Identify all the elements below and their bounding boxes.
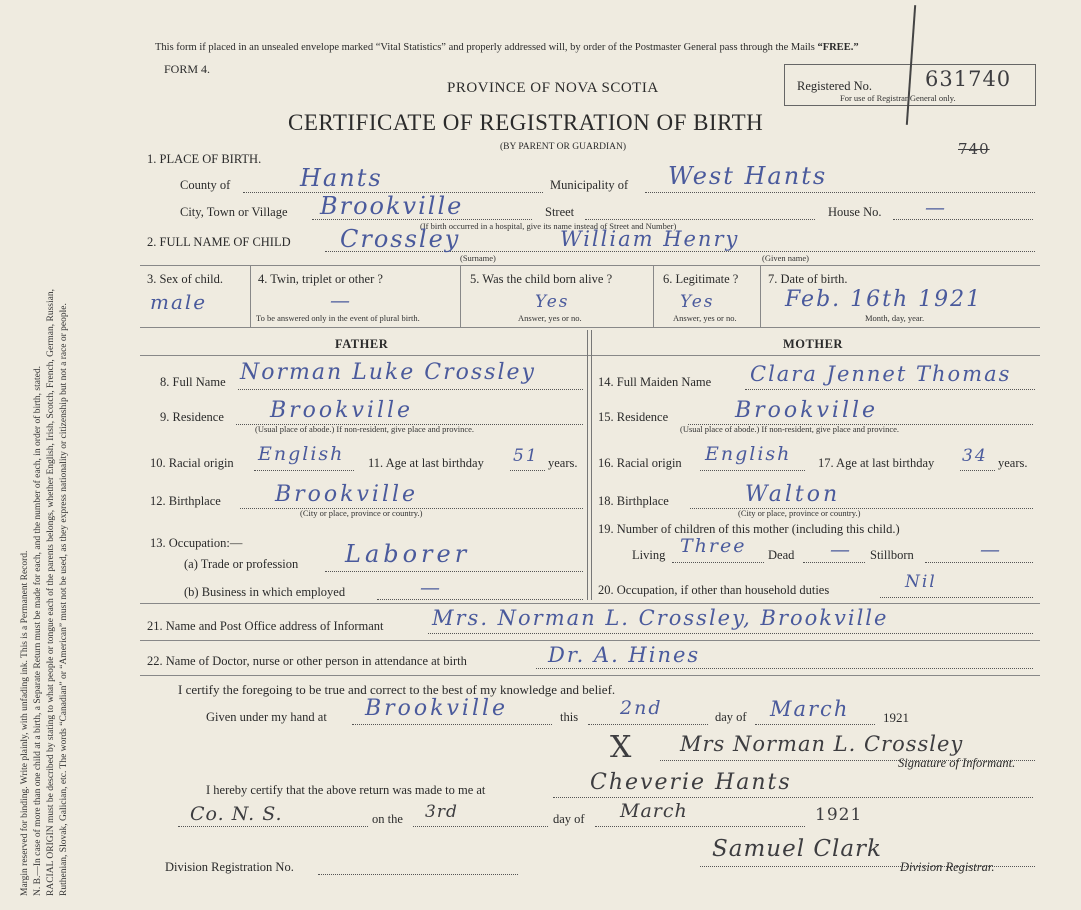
division-registration-line (318, 874, 518, 875)
row3-top-border (140, 265, 1040, 266)
place-of-birth-label: 1. PLACE OF BIRTH. (147, 152, 262, 166)
informant-mark: X (610, 730, 633, 765)
county-label: County of (180, 178, 231, 192)
margin-note-4: Ruthenian, Slovak, Galician, etc. The words “Canadian” or “American” must not be used, as they express nationality or citizenship but not a race or people. (59, 303, 69, 896)
twin-value: — (330, 288, 352, 312)
father-racial-label: 10. Racial origin (150, 456, 234, 470)
father-years-label: years. (548, 456, 578, 470)
father-name-line (238, 389, 583, 390)
corner-number: 740 (958, 140, 990, 158)
father-birthplace-label: 12. Birthplace (150, 494, 221, 508)
street-line (585, 219, 815, 220)
given-month-line (755, 724, 875, 725)
father-age-line (510, 470, 545, 471)
informant-line (428, 633, 1033, 634)
house-label: House No. (828, 205, 882, 219)
row3-divider-4 (760, 265, 761, 327)
margin-note-3: RACIAL ORIGIN must be described by stating to what people or tongue each of the parents belongs, whether English, Irish, Scotch, French, German, Russian, (46, 289, 56, 896)
mother-name-line (745, 389, 1035, 390)
registrar-on-label: on the (372, 812, 403, 826)
children-count-label: 19. Number of children of this mother (including this child.) (598, 522, 900, 536)
given-under-label: Given under my hand at (206, 710, 327, 724)
mother-age-value: 34 (962, 446, 988, 466)
informant-label: 21. Name and Post Office address of Informant (147, 619, 384, 633)
given-day-value: 2nd (620, 697, 663, 719)
business-value: — (420, 575, 442, 599)
mother-residence-label: 15. Residence (598, 410, 669, 424)
given-day-line (588, 724, 708, 725)
mother-birthplace-label: 18. Birthplace (598, 494, 669, 508)
mother-name-label: 14. Full Maiden Name (598, 375, 712, 389)
county-value: Hants (300, 164, 383, 192)
father-racial-line (254, 470, 354, 471)
stillborn-value: — (980, 537, 1002, 561)
dob-label: 7. Date of birth. (768, 272, 848, 286)
registrar-place-line (553, 797, 1033, 798)
municipality-line (645, 192, 1035, 193)
mother-birthplace-value: Walton (745, 482, 841, 507)
father-name-label: 8. Full Name (160, 375, 226, 389)
municipality-label: Municipality of (550, 178, 629, 192)
parents-center-divider (587, 330, 592, 600)
house-line (893, 219, 1033, 220)
given-name-note: (Given name) (762, 253, 809, 263)
registrar-certify-text: I hereby certify that the above return was made to me at (206, 783, 486, 797)
dob-note: Month, day, year. (865, 313, 925, 323)
doctor-value: Dr. A. Hines (548, 643, 701, 667)
dead-label: Dead (768, 548, 795, 562)
dob-value: Feb. 16th 1921 (785, 287, 983, 312)
certify-text: I certify the foregoing to be true and correct to the best of my knowledge and belief. (178, 682, 616, 697)
parents-bottom-border (140, 603, 1040, 604)
mother-heading: MOTHER (783, 337, 843, 351)
father-heading: FATHER (335, 337, 389, 351)
mother-residence-value: Brookville (735, 398, 879, 423)
house-value: — (925, 195, 947, 219)
given-year-value: 1921 (883, 710, 909, 725)
dead-line (803, 562, 865, 563)
doctor-border (140, 675, 1040, 676)
division-registrar-label: Division Registrar. (900, 860, 995, 874)
child-given-name: William Henry (560, 227, 740, 251)
alive-note: Answer, yes or no. (518, 313, 582, 323)
registrar-day-line (413, 826, 548, 827)
mother-name-value: Clara Jennet Thomas (750, 362, 1012, 386)
father-residence-label: 9. Residence (160, 410, 224, 424)
stillborn-line (925, 562, 1033, 563)
row3-divider-1 (250, 265, 251, 327)
mother-residence-note: (Usual place of abode.) If non-resident, give place and province. (680, 424, 900, 434)
postal-notice-text: This form if placed in an unsealed envelope marked “Vital Statistics” and properly addressed will, by order of the Postmaster General pass through the Mails (155, 42, 815, 53)
registrar-prov-line (178, 826, 368, 827)
legitimate-value: Yes (680, 292, 715, 312)
registrar-prov-value: Co. N. S. (190, 803, 283, 825)
registrar-note: For use of Registrar General only. (840, 93, 956, 103)
row3-divider-2 (460, 265, 461, 327)
sex-value: male (150, 290, 208, 314)
signature-of-informant-label: Signature of Informant. (898, 756, 1016, 770)
child-name-label: 2. FULL NAME OF CHILD (147, 235, 291, 249)
page-title: CERTIFICATE OF REGISTRATION OF BIRTH (288, 110, 764, 135)
city-value: Brookville (320, 192, 464, 220)
mother-birthplace-note: (City or place, province or country.) (738, 508, 861, 518)
margin-notes (19, 36, 71, 896)
registrar-dayof-label: day of (553, 812, 585, 826)
father-occupation-label: 13. Occupation:— (150, 536, 243, 550)
margin-note-2: N. B.—In case of more than one child at a birth, a Separate Return must be made for each, and the number of each, in order of birth, stated. (33, 366, 43, 896)
surname-note: (Surname) (460, 253, 496, 263)
mother-racial-line (700, 470, 805, 471)
free-label: “FREE.” (817, 42, 859, 53)
city-label: City, Town or Village (180, 205, 288, 219)
given-month-value: March (770, 697, 850, 721)
mother-occupation-label: 20. Occupation, if other than household duties (598, 583, 830, 597)
registrar-year-value: 1921 (815, 805, 863, 825)
registrar-signature: Samuel Clark (712, 836, 882, 862)
mother-age-label: 17. Age at last birthday (818, 456, 935, 470)
informant-signature: Mrs Norman L. Crossley (680, 732, 964, 756)
twin-label: 4. Twin, triplet or other ? (258, 272, 383, 286)
father-birthplace-value: Brookville (275, 482, 419, 507)
margin-note-1: Margin reserved for binding. Write plainly, with unfading ink. This is a Permanent Record. (20, 550, 30, 896)
business-label: (b) Business in which employed (184, 585, 346, 599)
alive-label: 5. Was the child born alive ? (470, 272, 613, 286)
informant-value: Mrs. Norman L. Crossley, Brookville (432, 606, 889, 630)
living-line (672, 562, 764, 563)
father-birthplace-note: (City or place, province or country.) (300, 508, 423, 518)
mother-racial-label: 16. Racial origin (598, 456, 682, 470)
mother-years-label: years. (998, 456, 1028, 470)
street-label: Street (545, 205, 575, 219)
municipality-value: West Hants (668, 162, 828, 190)
registrar-day-value: 3rd (425, 802, 458, 822)
child-surname: Crossley (340, 225, 461, 253)
father-age-value: 51 (513, 446, 539, 466)
stillborn-label: Stillborn (870, 548, 914, 562)
given-place-value: Brookville (365, 696, 509, 721)
registrar-month-value: March (620, 800, 688, 822)
postal-notice (155, 42, 859, 53)
living-label: Living (632, 548, 666, 562)
hospital-note: (If birth occurred in a hospital, give its name instead of Street and Number) (420, 221, 677, 231)
mother-occupation-value: Nil (905, 572, 937, 592)
trade-label: (a) Trade or profession (184, 557, 299, 571)
father-residence-note: (Usual place of abode.) If non-resident, give place and province. (255, 424, 475, 434)
father-racial-value: English (258, 443, 345, 465)
sex-label: 3. Sex of child. (147, 272, 224, 286)
informant-border (140, 640, 1040, 641)
alive-value: Yes (535, 292, 570, 312)
province-heading: PROVINCE OF NOVA SCOTIA (447, 80, 659, 96)
trade-line (325, 571, 583, 572)
given-dayof-label: day of (715, 710, 747, 724)
father-residence-value: Brookville (270, 398, 414, 423)
division-registration-label: Division Registration No. (165, 860, 294, 874)
doctor-line (536, 668, 1033, 669)
doctor-label: 22. Name of Doctor, nurse or other person in attendance at birth (147, 654, 467, 668)
registrar-place-value: Cheverie Hants (590, 770, 792, 795)
mother-age-line (960, 470, 995, 471)
row3-bottom-border (140, 327, 1040, 328)
trade-value: Laborer (345, 540, 471, 568)
registered-number: 631740 (925, 67, 1012, 91)
dead-value: — (830, 537, 852, 561)
business-line (377, 599, 583, 600)
this-label: this (560, 710, 579, 724)
row3-divider-3 (653, 265, 654, 327)
twin-note: To be answered only in the event of plural birth. (256, 313, 420, 323)
living-value: Three (680, 535, 747, 557)
given-place-line (352, 724, 552, 725)
legitimate-note: Answer, yes or no. (673, 313, 737, 323)
mother-racial-value: English (705, 443, 792, 465)
registrar-month-line (595, 826, 805, 827)
father-age-label: 11. Age at last birthday (368, 456, 484, 470)
page-subtitle: (BY PARENT OR GUARDIAN) (500, 142, 627, 152)
legitimate-label: 6. Legitimate ? (663, 272, 739, 286)
mother-occupation-line (880, 597, 1033, 598)
registered-label: Registered No. (797, 79, 872, 93)
father-name-value: Norman Luke Crossley (240, 360, 536, 385)
form-number: FORM 4. (164, 62, 211, 76)
